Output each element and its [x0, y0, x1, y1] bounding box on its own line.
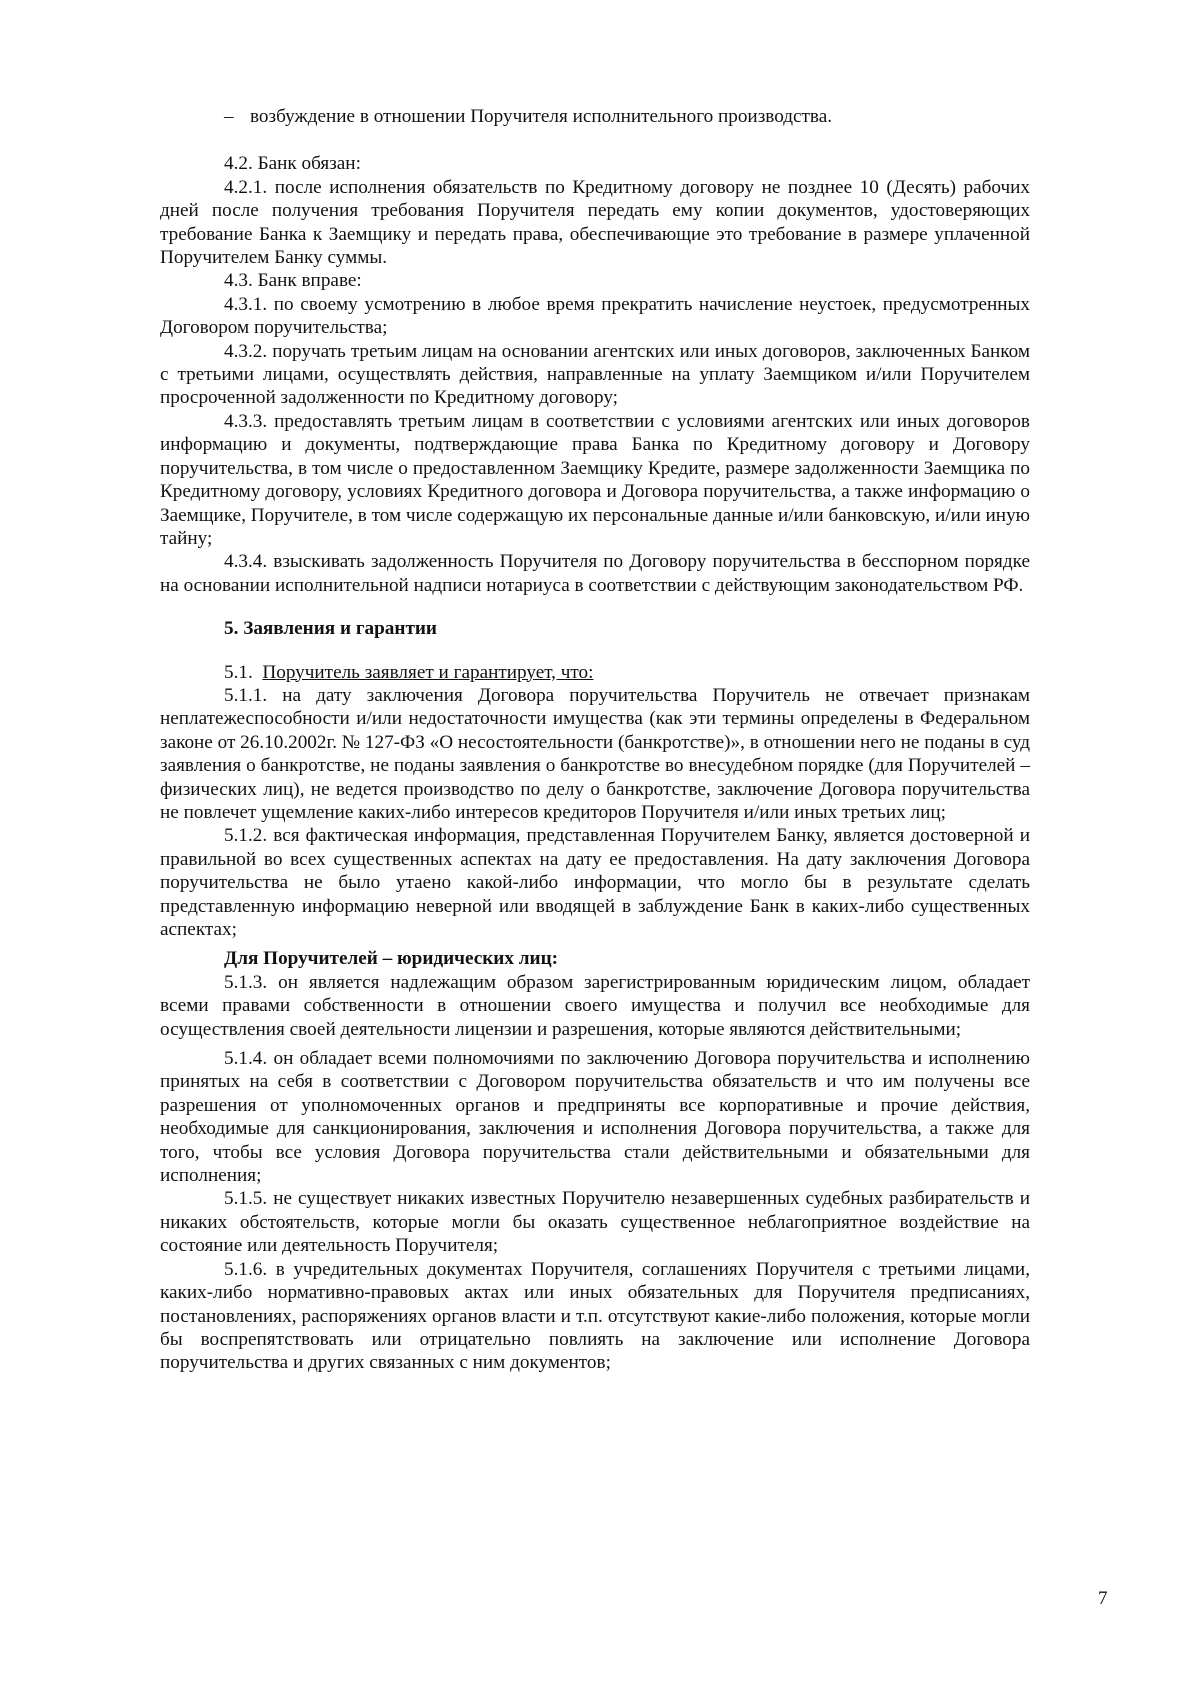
- clause-5-1-3: 5.1.3. он является надлежащим образом зарегистрированным юридическим лицом, обладает всеми правами собственности в отношении своего имущества и получил все необходимые для осуществления своей деятельности лицензии и разрешения, которые являются действительными;: [160, 971, 1030, 1040]
- clause-5-1-6: 5.1.6. в учредительных документах Поручителя, соглашениях Поручителя с третьими лицами, каких-либо нормативно-правовых актах или иных обязательных для Поручителя предписаниях, постановлениях, распоряжениях органов власти и т.п. отсутствуют какие-либо положения, которые могли бы воспрепятствовать или отрицательно повлиять на заключение или исполнение Договора поручительства и других связанных с ним документов;: [160, 1258, 1030, 1374]
- dash-item-text: возбуждение в отношении Поручителя исполнительного производства.: [250, 106, 833, 127]
- document-page: [160, 105, 1030, 1375]
- list-item-dash: [224, 105, 1030, 128]
- clause-4-3-2: 4.3.2. поручать третьим лицам на основании агентских или иных договоров, заключенных Банком с третьими лицами, осуществлять действия, направленные на уплату Заемщиком и/или Поручителем просроченной задолженности по Кредитному договору;: [160, 340, 1030, 409]
- clause-4-3-4: 4.3.4. взыскивать задолженность Поручителя по Договору поручительства в бесспорном порядке на основании исполнительной надписи нотариуса в соответствии с действующим законодательством РФ.: [160, 551, 1030, 596]
- page-number: 7: [1098, 1588, 1108, 1609]
- clause-5-1-underlined-text: Поручитель заявляет и гарантирует, что:: [262, 661, 594, 683]
- clause-5-1-number: 5.1.: [224, 661, 253, 683]
- clause-4-2: 4.2. Банк обязан:: [224, 153, 361, 175]
- subheading-legal-entities: Для Поручителей – юридических лиц:: [224, 948, 559, 970]
- clause-5-1-1: 5.1.1. на дату заключения Договора поручительства Поручитель не отвечает признакам неплатежеспособности и/или недостаточности имущества (как эти термины определены в Федеральном законе от 26.10.2002г. № 127-ФЗ «О несостоятельности (банкротстве)», в отношении него не поданы в суд заявления о банкротстве, не поданы заявления о банкротстве во внесудебном порядке (для Поручителей – физических лиц), не ведется производство по делу о банкротстве, заключение Договора поручительства не повлечет ущемление каких-либо интересов кредиторов Поручителя и/или иных третьих лиц;: [160, 684, 1031, 823]
- clause-5-1-2: 5.1.2. вся фактическая информация, представленная Поручителем Банку, является достоверной и правильной во всех существенных аспектах на дату ее предоставления. На дату заключения Договора поручительства не было утаено какой-либо информации, что могло бы в результате сделать представленную информацию неверной или вводящей в заблуждение Банк в каких-либо существенных аспектах;: [160, 825, 1030, 940]
- clause-4-3-1: 4.3.1. по своему усмотрению в любое время прекратить начисление неустоек, предусмотренных Договором поручительства;: [160, 293, 1030, 339]
- section-5-heading: 5. Заявления и гарантии: [224, 618, 437, 640]
- clause-4-3: 4.3. Банк вправе:: [224, 270, 362, 292]
- clause-4-2-1: 4.2.1. после исполнения обязательств по Кредитному договору не позднее 10 (Десять) рабочих дней после получения требования Поручителя передать ему копии документов, удостоверяющих требование Банка к Заемщику и передать права, обеспечивающие это требование в размере уплаченной Поручителем Банку суммы.: [160, 176, 1030, 269]
- clause-5-1: [160, 661, 1030, 684]
- dash-marker: –: [224, 106, 234, 127]
- clause-4-3-3: 4.3.3. предоставлять третьим лицам в соответствии с условиями агентских или иных договоров информацию и документы, подтверждающие права Банка по Кредитному договору и Договору поручительства, в том числе о предоставленном Заемщику Кредите, размере задолженности Заемщика по Кредитному договору, условиях Кредитного договора и Договора поручительства, а также информацию о Заемщике, Поручителе, в том числе содержащую их персональные данные и/или банковскую, и/или иную тайну;: [160, 410, 1030, 549]
- clause-5-1-5: 5.1.5. не существует никаких известных Поручителю незавершенных судебных разбирательств и никаких обстоятельств, которые могли бы оказать существенное неблагоприятное воздействие на состояние или деятельность Поручителя;: [160, 1188, 1030, 1257]
- clause-5-1-4: 5.1.4. он обладает всеми полномочиями по заключению Договора поручительства и исполнению принятых на себя в соответствии с Договором поручительства обязательств и что им получены все разрешения от уполномоченных органов и предприняты все корпоративные и прочие действия, необходимые для санкционирования, заключения и исполнения Договора поручительства, а также для того, чтобы все условия Договора поручительства стали действительными и обязательными для исполнения;: [160, 1048, 1030, 1187]
